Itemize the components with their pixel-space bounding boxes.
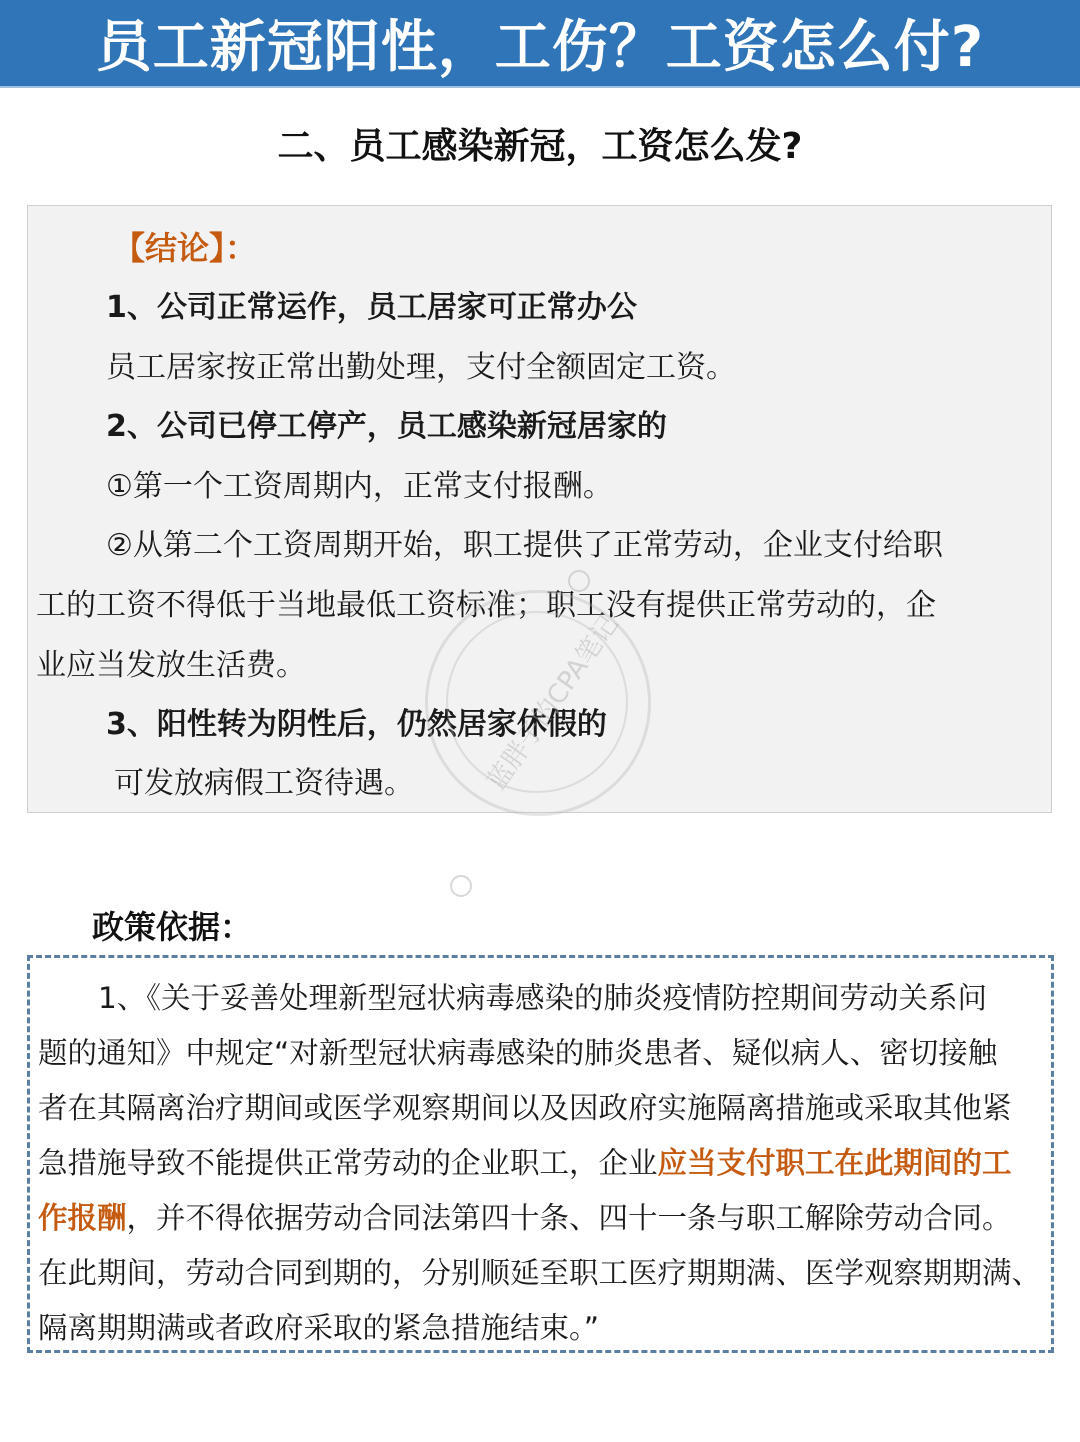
watermark-text: 蓝胖子的CPA笔记 <box>481 609 625 796</box>
policy-text-line <box>38 1198 1012 1238</box>
conclusion-point-1: 1、公司正常运作，员工居家可正常办公 <box>106 290 637 325</box>
policy-highlight: 应当支付职工在此期间的工 <box>657 1146 1012 1180</box>
policy-text-line <box>38 1143 1012 1183</box>
conclusion-text: 可发放病假工资待遇。 <box>114 766 414 801</box>
policy-text: 急措施导致不能提供正常劳动的企业职工，企业 <box>38 1146 658 1180</box>
watermark-dot <box>450 875 472 897</box>
conclusion-text: ②从第二个工资周期开始，职工提供了正常劳动，企业支付给职 <box>106 528 943 563</box>
conclusion-text: 工的工资不得低于当地最低工资标准；职工没有提供正常劳动的，企 <box>36 588 936 623</box>
conclusion-label: 【结论】： <box>113 229 258 267</box>
conclusion-box <box>27 205 1052 813</box>
policy-text: 在此期间，劳动合同到期的，分别顺延至职工医疗期期满、医学观察期期满、 <box>38 1256 1042 1290</box>
policy-text: 题的通知》中规定“对新型冠状病毒感染的肺炎患者、疑似病人、密切接触 <box>38 1036 998 1070</box>
policy-text: ，并不得依据劳动合同法第四十条、四十一条与职工解除劳动合同。 <box>126 1201 1012 1235</box>
conclusion-point-3: 3、阳性转为阴性后，仍然居家休假的 <box>106 707 607 742</box>
policy-text: 1、《关于妥善处理新型冠状病毒感染的肺炎疫情防控期间劳动关系问 <box>98 981 988 1015</box>
conclusion-text: 业应当发放生活费。 <box>36 648 306 683</box>
conclusion-text: 员工居家按正常出勤处理，支付全额固定工资。 <box>106 350 736 385</box>
section-title: 二、员工感染新冠，工资怎么发? <box>277 126 803 167</box>
conclusion-point-2: 2、公司已停工停产，员工感染新冠居家的 <box>106 409 667 444</box>
policy-text: 隔离期期满或者政府采取的紧急措施结束。” <box>38 1311 600 1345</box>
policy-highlight: 作报酬 <box>38 1201 127 1235</box>
policy-box <box>27 955 1054 1353</box>
policy-title: 政策依据： <box>92 908 253 946</box>
conclusion-text: ①第一个工资周期内，正常支付报酬。 <box>106 469 613 504</box>
watermark-dot <box>568 570 590 592</box>
page-banner <box>0 0 1080 88</box>
banner-title: 员工新冠阳性，工伤？工资怎么付? <box>95 15 985 80</box>
policy-text: 者在其隔离治疗期间或医学观察期间以及因政府实施隔离措施或采取其他紧 <box>38 1091 1012 1125</box>
